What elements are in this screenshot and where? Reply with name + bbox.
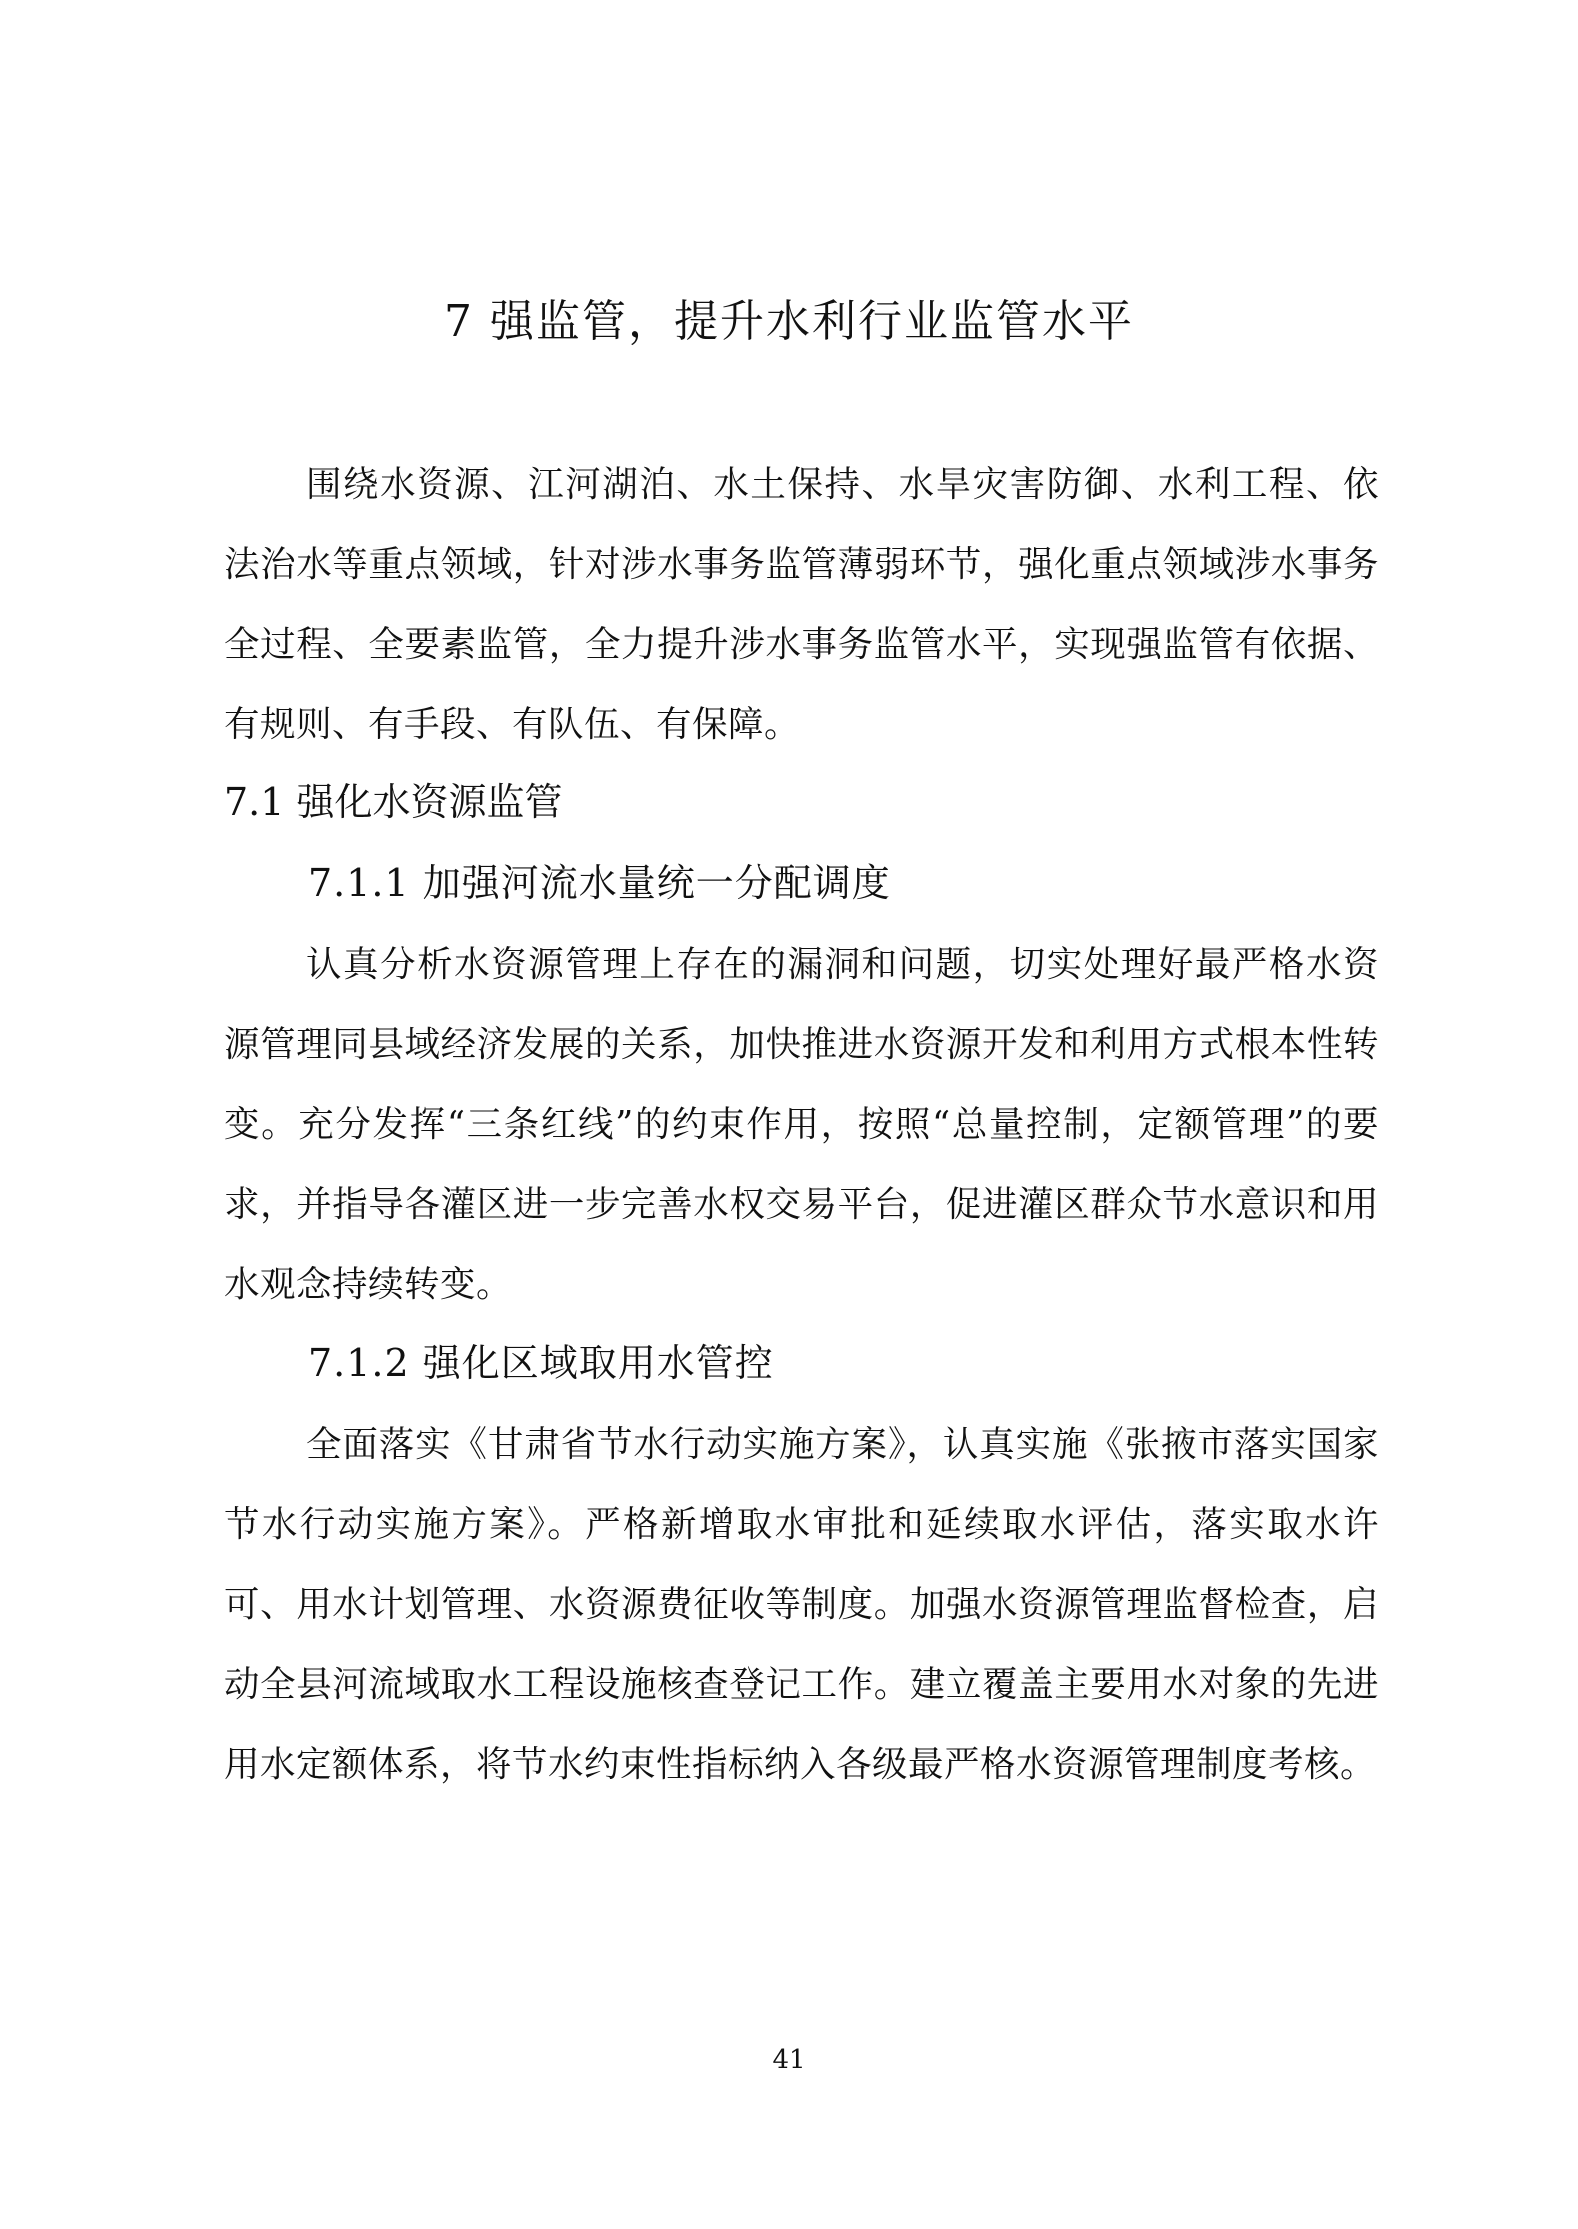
subsection-7-1-2-paragraph: 全面落实《甘肃省节水行动实施方案》，认真实施《张掖市落实国家节水行动实施方案》。严格新增取水审批和延续取水评估，落实取水许可、用水计划管理、水资源费征收等制度。加强水资源管理监督检查，启动全县河流域取水工程设施核查登记工作。建立覆盖主要用水对象的先进用水定额体系，将节水约束性指标纳入各级最严格水资源管理制度考核。 (224, 1424, 1379, 1785)
section-heading-7-1: 7.1 强化水资源监管 (224, 780, 563, 824)
subsection-heading-7-1-2: 7.1.2 强化区域取用水管控 (308, 1341, 774, 1385)
intro-paragraph: 围绕水资源、江河湖泊、水土保持、水旱灾害防御、水利工程、依法治水等重点领域，针对涉水事务监管薄弱环节，强化重点领域涉水事务全过程、全要素监管，全力提升涉水事务监管水平，实现强监管有依据、有规则、有手段、有队伍、有保障。 (224, 464, 1379, 745)
subsection-7-1-1-paragraph: 认真分析水资源管理上存在的漏洞和问题，切实处理好最严格水资源管理同县域经济发展的关系，加快推进水资源开发和利用方式根本性转变。充分发挥“三条红线”的约束作用，按照“总量控制，定额管理”的要求，并指导各灌区进一步完善水权交易平台，促进灌区群众节水意识和用水观念持续转变。 (224, 944, 1379, 1305)
subsection-heading-7-1-1: 7.1.1 加强河流水量统一分配调度 (308, 861, 891, 905)
page-number: 41 (772, 2045, 806, 2075)
chapter-title: 7 强监管，提升水利行业监管水平 (444, 296, 1134, 347)
